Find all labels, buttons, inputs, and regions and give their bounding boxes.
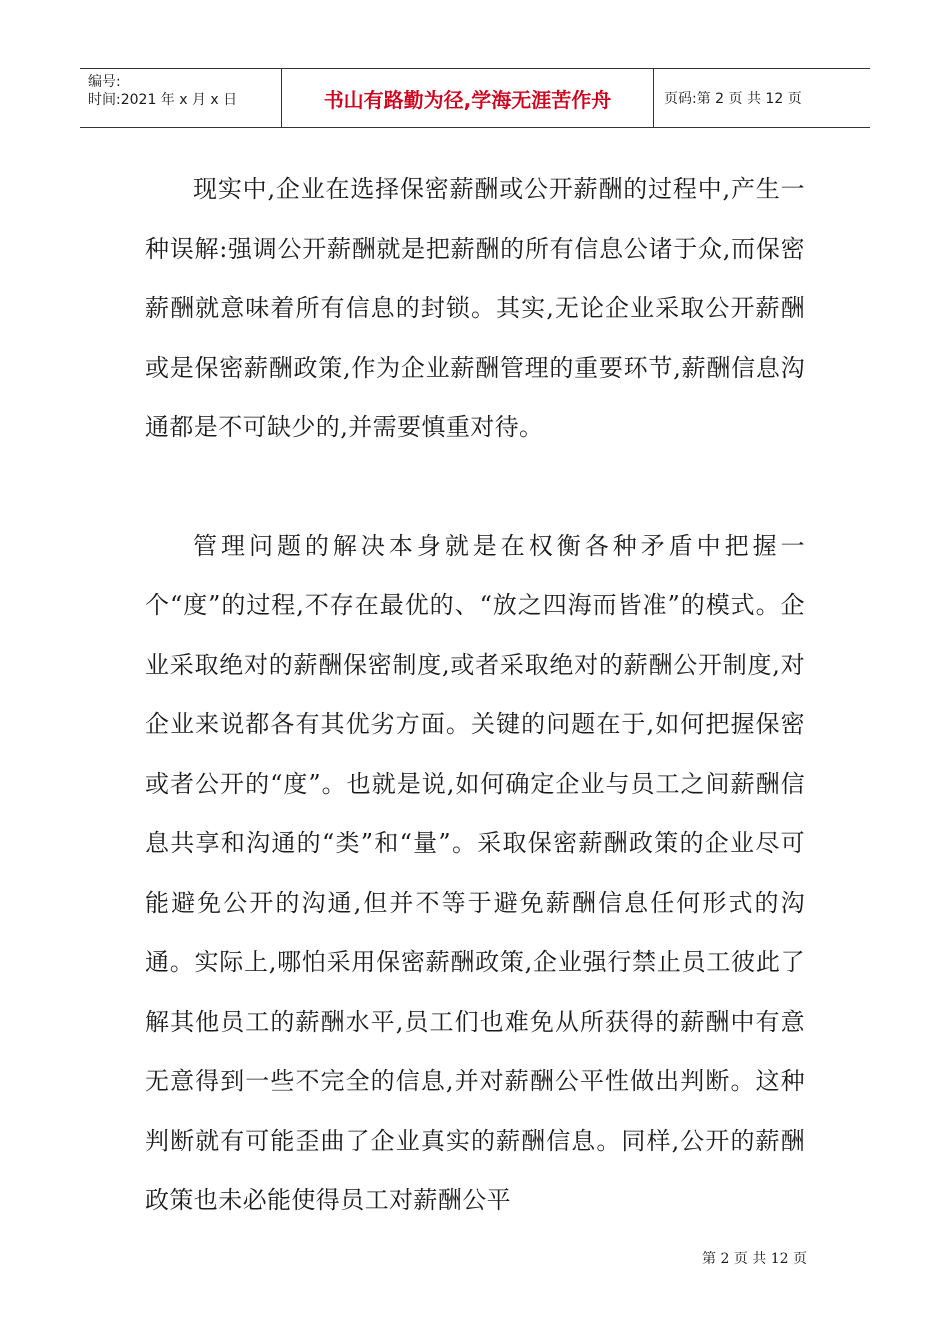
page-code: 页码:第 2 页 共 12 页	[664, 91, 802, 107]
header-motto-cell	[282, 69, 654, 127]
number-label: 编号:	[88, 74, 121, 90]
document-header	[80, 68, 870, 128]
document-body	[145, 160, 805, 1231]
header-meta-cell	[80, 69, 282, 127]
time-label: 时间:2021 年 x 月 x 日	[88, 92, 238, 108]
header-page-cell	[654, 69, 870, 127]
paragraph-1: 现实中,企业在选择保密薪酬或公开薪酬的过程中,产生一种误解:强调公开薪酬就是把薪酬的所有信息公诸于众,而保密薪酬就意味着所有信息的封锁。其实,无论企业采取公开薪酬或是保密薪酬政策,作为企业薪酬管理的重要环节,薪酬信息沟通都是不可缺少的,并需要慎重对待。	[145, 175, 805, 441]
paragraph-2: 管理问题的解决本身就是在权衡各种矛盾中把握一个“度”的过程,不存在最优的、“放之四海而皆准”的模式。企业采取绝对的薪酬保密制度,或者采取绝对的薪酬公开制度,对企业来说都各有其优劣方面。关键的问题在于,如何把握保密或者公开的“度”。也就是说,如何确定企业与员工之间薪酬信息共享和沟通的“类”和“量”。采取保密薪酬政策的企业尽可能避免公开的沟通,但并不等于避免薪酬信息任何形式的沟通。实际上,哪怕采用保密薪酬政策,企业强行禁止员工彼此了解其他员工的薪酬水平,员工们也难免从所获得的薪酬中有意无意得到一些不完全的信息,并对薪酬公平性做出判断。这种判断就有可能歪曲了企业真实的薪酬信息。同样,公开的薪酬政策也未必能使得员工对薪酬公平	[145, 531, 805, 1214]
motto-text: 书山有路勤为径,学海无涯苦作舟	[323, 87, 612, 112]
page-footer: 第 2 页 共 12 页	[702, 1251, 807, 1267]
